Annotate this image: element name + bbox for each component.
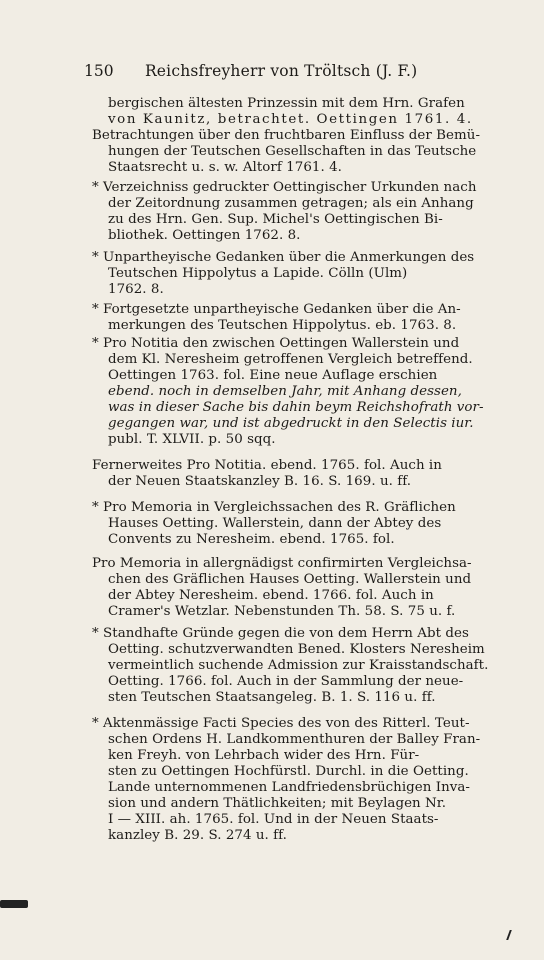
text-line: I — XIII. ah. 1765. fol. Und in der Neuen Staats- [108, 812, 439, 827]
text-line: der Zeitordnung zusammen getragen; als ein Anhang [108, 196, 474, 211]
page-header [84, 62, 524, 86]
text-line: * Fortgesetzte unpartheyische Gedanken über die An- [92, 302, 461, 317]
text-line: der Neuen Staatskanzley B. 16. S. 169. u. ff. [108, 474, 412, 489]
text-line: was in dieser Sache bis dahin beym Reichshofrath vor- [108, 400, 484, 415]
text-line: kanzley B. 29. S. 274 u. ff. [108, 828, 287, 843]
text-line: * Aktenmässige Facti Species des von des Ritterl. Teut- [92, 716, 470, 731]
page-number: 150 [84, 62, 114, 80]
text-line: hungen der Teutschen Gesellschaften in das Teutsche [108, 144, 477, 159]
text-line: sten zu Oettingen Hochfürstl. Durchl. in die Oetting. [108, 764, 469, 779]
text-line: ebend. noch in demselben Jahr, mit Anhang dessen, [108, 384, 462, 399]
text-line: * Pro Memoria in Vergleichssachen des R. Gräflichen [92, 500, 456, 515]
ink-mark [0, 900, 28, 908]
running-title: Reichsfreyherr von Tröltsch (J. F.) [144, 62, 418, 80]
text-line: Betrachtungen über den fruchtbaren Einfluss der Bemü- [92, 128, 481, 143]
text-line: bergischen ältesten Prinzessin mit dem Hrn. Grafen [108, 96, 465, 111]
text-line: dem Kl. Neresheim getroffenen Vergleich betreffend. [108, 352, 473, 367]
text-line: Convents zu Neresheim. ebend. 1765. fol. [108, 532, 395, 547]
text-line: Cramer's Wetzlar. Nebenstunden Th. 58. S. 75 u. f. [108, 604, 456, 619]
ink-stroke [506, 930, 522, 940]
text-line: * Standhafte Gründe gegen die von dem Herrn Abt des [92, 626, 469, 641]
text-line: Staatsrecht u. s. w. Altorf 1761. 4. [108, 160, 342, 175]
text-line: Teutschen Hippolytus a Lapide. Cölln (Ulm) [108, 266, 408, 281]
text-line: * Pro Notitia den zwischen Oettingen Wallerstein und [92, 336, 460, 351]
text-line: 1762. 8. [108, 282, 164, 297]
text-line: vermeintlich suchende Admission zur Kraisstandschaft. [108, 658, 489, 673]
text-line: chen des Gräflichen Hauses Oetting. Wallerstein und [108, 572, 472, 587]
text-line: * Verzeichniss gedruckter Oettingischer Urkunden nach [92, 180, 477, 195]
text-line: Lande unternommenen Landfriedensbrüchigen Inva- [108, 780, 470, 795]
text-line: von Kaunitz, betrachtet. Oettingen 1761. 4. [108, 112, 473, 127]
text-line: * Unpartheyische Gedanken über die Anmerkungen des [92, 250, 475, 265]
text-line: sion und andern Thätlichkeiten; mit Beylagen Nr. [108, 796, 447, 811]
text-line: Pro Memoria in allergnädigst confirmirten Vergleichsa- [92, 556, 472, 571]
text-line: Fernerweites Pro Notitia. ebend. 1765. fol. Auch in [92, 458, 442, 473]
text-line: Hauses Oetting. Wallerstein, dann der Abtey des [108, 516, 442, 531]
text-line: merkungen des Teutschen Hippolytus. eb. 1763. 8. [108, 318, 457, 333]
text-line: gegangen war, und ist abgedruckt in den Selectis iur. [108, 416, 474, 431]
text-line: Oetting. 1766. fol. Auch in der Sammlung der neue- [108, 674, 464, 689]
text-line: ken Freyh. von Lehrbach wider des Hrn. Für- [108, 748, 420, 763]
text-line: zu des Hrn. Gen. Sup. Michel's Oettingischen Bi- [108, 212, 443, 227]
text-line: publ. T. XLVII. p. 50 sqq. [108, 432, 276, 447]
text-line: bliothek. Oettingen 1762. 8. [108, 228, 301, 243]
text-line: Oettingen 1763. fol. Eine neue Auflage erschien [108, 368, 438, 383]
text-line: schen Ordens H. Landkommenthuren der Balley Fran- [108, 732, 481, 747]
text-line: Oetting. schutzverwandten Bened. Klosters Neresheim [108, 642, 485, 657]
text-line: sten Teutschen Staatsangeleg. B. 1. S. 116 u. ff. [108, 690, 436, 705]
text-line: der Abtey Neresheim. ebend. 1766. fol. Auch in [108, 588, 434, 603]
